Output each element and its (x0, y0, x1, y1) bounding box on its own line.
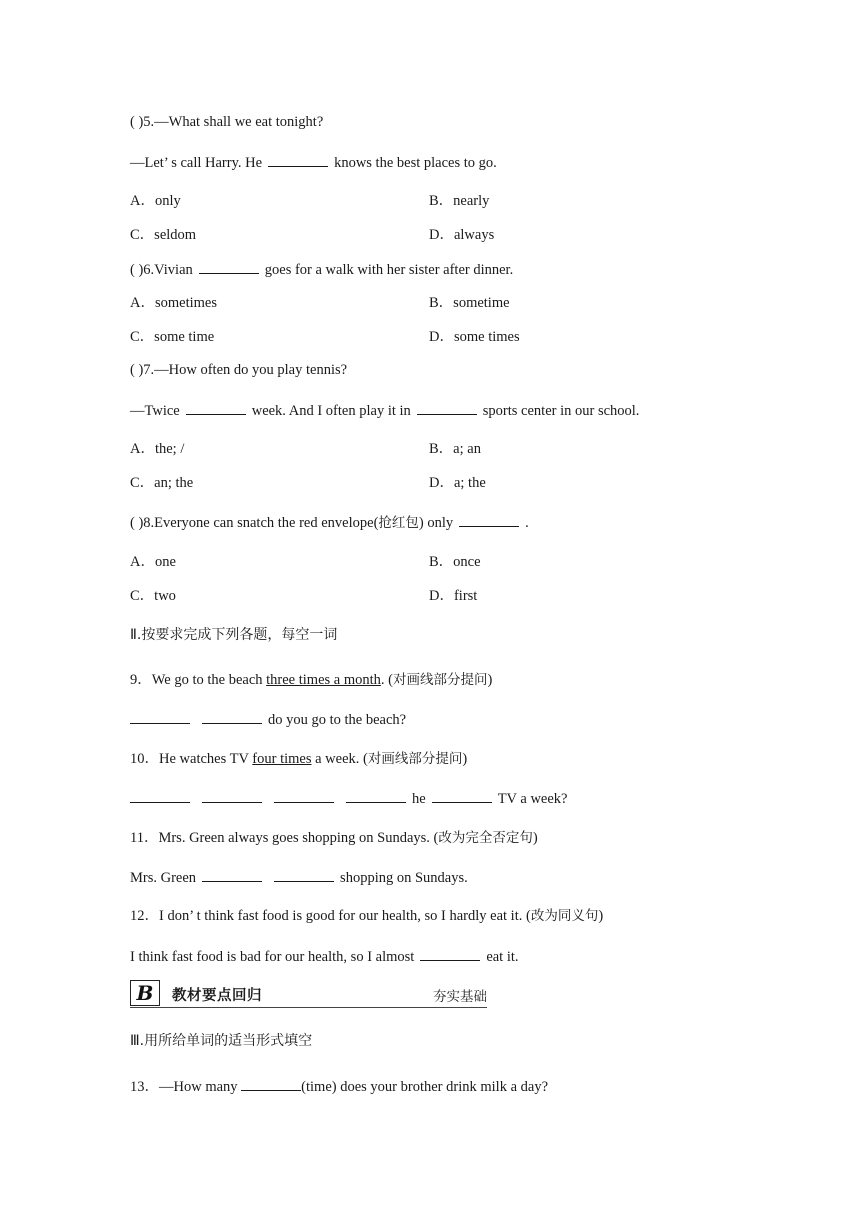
answer-blank[interactable] (432, 788, 492, 803)
answer-blank[interactable] (274, 867, 334, 882)
option-d: D．a; the (429, 475, 486, 491)
answer-blank[interactable] (202, 709, 262, 724)
question-11-answer: Mrs. Green shopping on Sundays. (130, 867, 468, 888)
option-d: D．always (429, 227, 495, 243)
b-logo-icon: B (130, 980, 160, 1006)
option-d: D．first (429, 588, 478, 604)
answer-blank[interactable] (420, 946, 480, 961)
answer-blank[interactable] (202, 788, 262, 803)
question-7-stem: ( )7.—How often do you play tennis? (130, 362, 348, 378)
option-d: D．some times (429, 329, 520, 345)
option-a: A．one (130, 554, 176, 570)
option-c: C．two (130, 588, 176, 604)
answer-blank[interactable] (199, 259, 259, 274)
question-12: 12．I don’ t think fast food is good for our health, so I hardly eat it. (改为同义句) (130, 908, 604, 924)
option-c: C．an; the (130, 475, 194, 491)
option-c: C．some time (130, 329, 215, 345)
question-13: 13．—How many (time) does your brother drink milk a day? (130, 1076, 548, 1097)
section-2-title: Ⅱ.按要求完成下列各题，每空一词 (130, 627, 338, 643)
banner-tag: 夯实基础 (433, 989, 487, 1005)
answer-blank[interactable] (130, 788, 190, 803)
option-a: A．the; / (130, 441, 185, 457)
option-b: B．sometime (429, 295, 510, 311)
question-7-reply: —Twice week. And I often play it in sports center in our school. (130, 400, 639, 421)
answer-blank[interactable] (186, 400, 246, 415)
question-9: 9．We go to the beach three times a month. (对画线部分提问) (130, 672, 493, 688)
answer-blank[interactable] (417, 400, 477, 415)
answer-blank[interactable] (202, 867, 262, 882)
question-11: 11．Mrs. Green always goes shopping on Sundays. (改为完全否定句) (130, 830, 538, 846)
question-6-stem: ( )6.Vivian goes for a walk with her sister after dinner. (130, 259, 513, 280)
question-8-stem: ( )8.Everyone can snatch the red envelope(抢红包) only . (130, 512, 529, 533)
question-5-reply: —Let’ s call Harry. He knows the best places to go. (130, 152, 497, 173)
answer-blank[interactable] (459, 512, 519, 527)
question-10-answer: he TV a week? (130, 788, 567, 809)
option-c: C．seldom (130, 227, 197, 243)
option-a: A．sometimes (130, 295, 217, 311)
option-a: A．only (130, 193, 181, 209)
answer-blank[interactable] (268, 152, 328, 167)
answer-blank[interactable] (241, 1076, 301, 1091)
question-5-stem: ( )5.—What shall we eat tonight? (130, 114, 324, 130)
option-b: B．a; an (429, 441, 481, 457)
banner-title: 教材要点回归 (172, 988, 262, 1004)
section-banner (130, 979, 487, 1008)
question-10: 10．He watches TV four times a week. (对画线部分提问) (130, 751, 468, 767)
answer-blank[interactable] (274, 788, 334, 803)
answer-blank[interactable] (130, 709, 190, 724)
answer-blank[interactable] (346, 788, 406, 803)
option-b: B．nearly (429, 193, 490, 209)
section-3-title: Ⅲ.用所给单词的适当形式填空 (130, 1033, 313, 1049)
question-12-answer: I think fast food is bad for our health, so I almost eat it. (130, 946, 519, 967)
option-b: B．once (429, 554, 481, 570)
question-9-answer: do you go to the beach? (130, 709, 406, 730)
